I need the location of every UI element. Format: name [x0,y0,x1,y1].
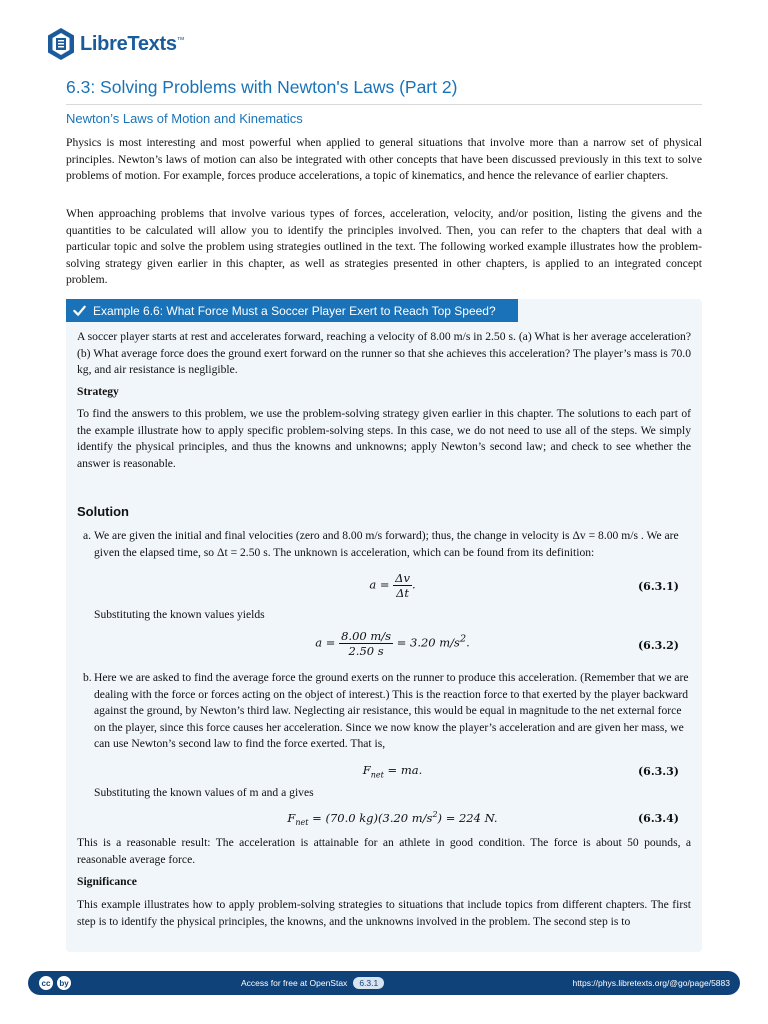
eq3-rhs: ma. [400,763,423,777]
strategy-text: To find the answers to this problem, we use the problem-solving strategy given earlier in this chapter. The solutions to each part of the example illustrate how to apply specific problem-solving steps. In this case, we do not need to use all of the steps. We simply identify the physical principles, and thus the knowns and unknowns; apply Newton’s second law; and check to see whether the answer is reasonable. [77,407,691,470]
equation-number: (6.3.4) [637,812,679,825]
intro-paragraph-2: When approaching problems that involve various types of forces, acceleration, velocity, and/or position, listing the givens and the quantities to be calculated will allow you to identify the principles involved. Then, you can refer to the chapters that deal with a particular topic and solve the problem using strategies outlined in the text. The following worked example illustrates how the problem-solving strategy given earlier in this chapter, as well as strategies presented in other chapters, is applied to an integrated concept problem. [66,207,702,286]
eq2-exponent: 2 [459,633,467,645]
equation-6-3-4: $F_{net} = (70.0$ kg)(3.20 $m/s^2) = 224$ N. (6.3.4) [287,810,679,828]
solution-item-b-text: Here we are asked to find the average force the ground exerts on the runner to produce this acceleration. (Remember that we are dealing with the force or forces acting on the object of interest.) This is the reaction force to that exerted by the player backward against the ground, by Newton’s third law. Neglecting air resistance, this would be equal in magnitude to the net external force on the player, since this force causes her acceleration. Since we now know the player’s acceleration and are given her mass, we can use Newton’s second law to find the force exerted. That is, [94,671,689,750]
eq2-numerator: 8.00 m/s [341,629,392,643]
eq2-lhs: a [315,635,323,650]
cc-icon: cc [38,975,54,991]
page-title: 6.3: Solving Problems with Newton's Laws (Part 2) [66,77,702,105]
libretexts-hexagon-icon [46,27,76,61]
page-url-link[interactable]: https://phys.libretexts.org/@go/page/5883 [572,978,730,988]
checkmark-icon [73,304,86,317]
eq4-rhs-a: (70.0 kg)(3.20 m/s [325,810,433,825]
substituting-b: Substituting the known values of m and a gives [94,786,314,799]
example-problem: A soccer player starts at rest and accelerates forward, reaching a velocity of 8.00 m/s in 2.50 s. (a) What is her average acceleration? (b) What average force does the ground exert forward on the runner so that she achieves this acceleration? The player’s mass is 70.0 kg, and air resistance is negligible. [77,330,691,376]
footer-url[interactable] [573,971,730,995]
eq2-fraction [339,629,393,658]
eq4-lhs: F [287,810,296,825]
eq1-denominator: Δt [396,586,410,600]
list-marker: b. [83,671,92,684]
eq4-exponent: 2 [432,810,438,819]
equation-number: (6.3.2) [637,639,679,652]
example-box [66,299,702,952]
equation-number: (6.3.1) [637,580,679,593]
section-title: Newton’s Laws of Motion and Kinematics [66,111,303,126]
solution-heading: Solution [77,504,129,519]
libretexts-logo[interactable] [46,26,184,62]
reasonable-result: This is a reasonable result: The acceleration is attainable for an athlete in good condition. The force is about 50 pounds, a reasonable average force. [77,836,691,866]
solution-item-a [83,528,691,561]
solution-item-a-text: We are given the initial and final velocities (zero and 8.00 m/s forward); thus, the change in velocity is Δv = 8.00 m/s . We are given the elapsed time, so Δt = 2.50 s. The unknown is acceleration, which can be found from its definition: [94,529,679,559]
cc-license-badge[interactable] [38,975,72,991]
example-title: Example 6.6: What Force Must a Soccer Player Exert to Reach Top Speed? [93,303,496,318]
eq2-denominator: 2.50 s [348,644,384,658]
page-number-badge: 6.3.1 [353,977,384,989]
eq4-subscript: net [295,818,309,828]
equation-6-3-1: a = $\frac{\Delta v}{\Delta t}$ . (6.3.1) [369,571,679,600]
equation-number: (6.3.3) [637,765,679,778]
significance-heading: Significance [77,875,137,888]
eq1-numerator: Δv [395,571,410,585]
eq2-rhs: 3.20 m/s [410,635,460,650]
strategy-heading: Strategy [77,385,119,398]
eq1-fraction [393,571,412,600]
eq3-subscript: net [370,770,384,780]
intro-paragraph-1: Physics is most interesting and most powerful when applied to general situations that involve more than a narrow set of physical principles. Newton’s laws of motion can also be integrated with other concepts that have been discussed previously in this text to solve problems of motion. For example, forces produce accelerations, a topic of kinematics, and hence the relevance of earlier chapters. [66,136,702,182]
openstax-access-link[interactable]: Access for free at OpenStax [241,978,348,988]
footer-bar [28,971,740,995]
logo-wordmark: LibreTexts™ [80,32,185,55]
significance-text: This example illustrates how to apply problem-solving strategies to situations that include topics from different chapters. The first step is to identify the physical principles, the knowns, and the unknowns involved in the problem. The second step is to [77,898,691,928]
eq4-rhs-b: ) = 224 N. [437,810,498,825]
eq1-lhs: a [369,577,377,592]
equation-6-3-2: a = $\frac{8.00 m/s}{2.50 s}$ = 3.20 $m/s^2$. (6.3.2) [315,629,679,658]
eq3-lhs: F [362,763,371,777]
list-marker: a. [83,529,92,542]
footer-access [241,971,384,995]
substituting-a: Substituting the known values yields [94,608,265,621]
solution-item-b [83,670,691,753]
equation-6-3-3: $F_{net}$ = ma. (6.3.3) [362,763,679,780]
by-icon: by [56,975,72,991]
example-header[interactable] [66,299,518,322]
